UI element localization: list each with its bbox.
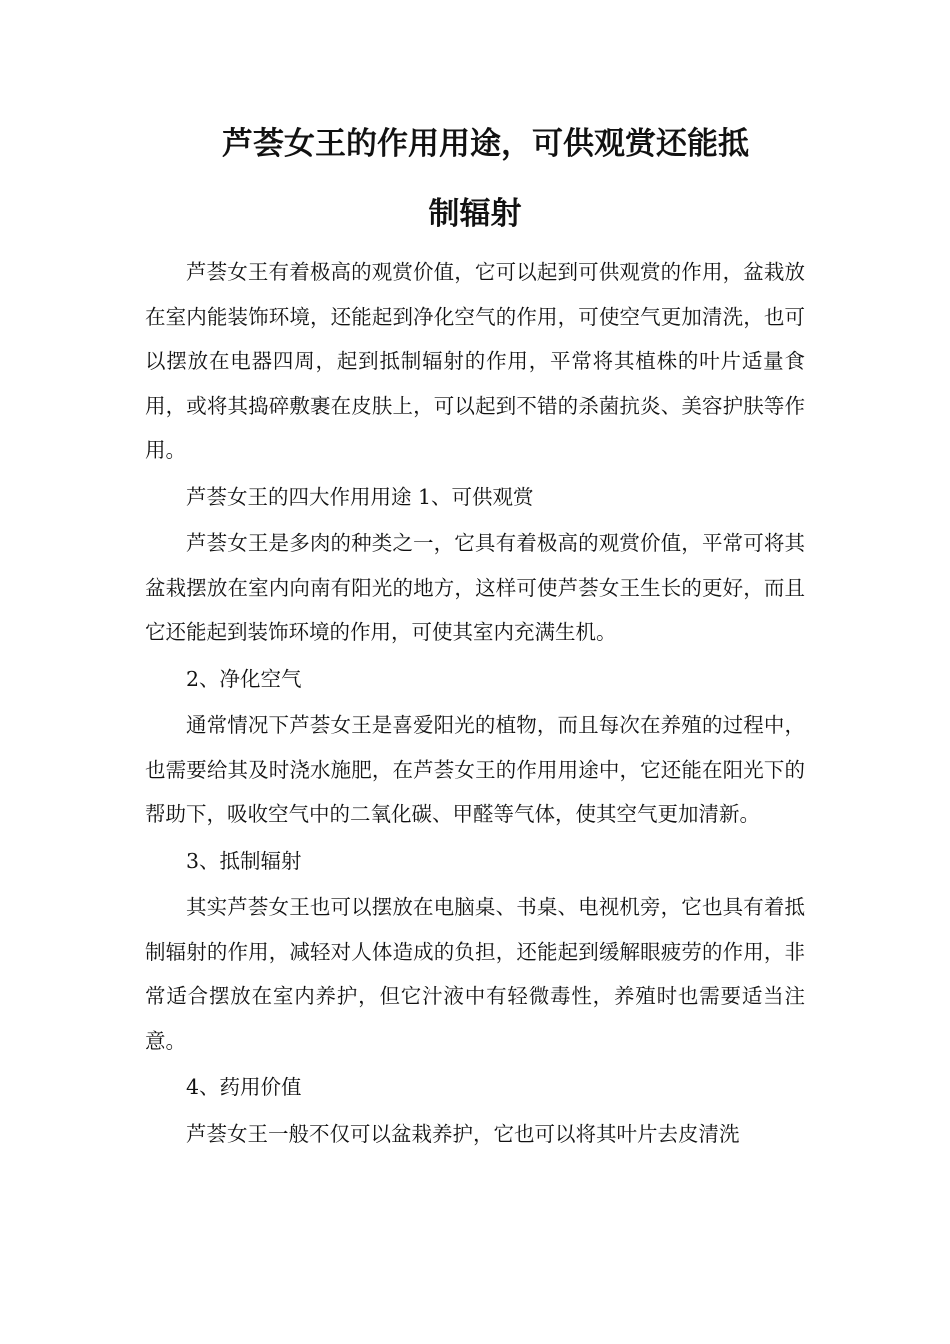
document-title-line-1: 芦荟女王的作用用途，可供观赏还能抵 [222, 126, 749, 162]
paragraph-air-purification: 通常情况下芦荟女王是喜爱阳光的植物，而且每次在养殖的过程中，也需要给其及时浇水施肥，在芦荟女王的作用用途中，它还能在阳光下的帮助下，吸收空气中的二氧化碳、甲醛等气体，使其空气更加清新。 [145, 713, 805, 826]
paragraph-radiation: 其实芦荟女王也可以摆放在电脑桌、书桌、电视机旁，它也具有着抵制辐射的作用，减轻对人体造成的负担，还能起到缓解眼疲劳的作用，非常适合摆放在室内养护，但它汁液中有轻微毒性，养殖时也需要适当注意。 [145, 895, 805, 1053]
section-heading-ornamental: 芦荟女王的四大作用用途 1、可供观赏 [186, 484, 534, 509]
paragraph-medicinal: 芦荟女王一般不仅可以盆栽养护，它也可以将其叶片去皮清洗 [186, 1121, 740, 1146]
paragraph-ornamental: 芦荟女王是多肉的种类之一，它具有着极高的观赏价值，平常可将其盆栽摆放在室内向南有阳光的地方，这样可使芦荟女王生长的更好，而且它还能起到装饰环境的作用，可使其室内充满生机。 [145, 531, 805, 644]
document-body [145, 250, 805, 1158]
paragraph-intro: 芦荟女王有着极高的观赏价值，它可以起到可供观赏的作用，盆栽放在室内能装饰环境，还能起到净化空气的作用，可使空气更加清洗，也可以摆放在电器四周，起到抵制辐射的作用，平常将其植株的叶片适量食用，或将其捣碎敷裹在皮肤上，可以起到不错的杀菌抗炎、美容护肤等作用。 [145, 260, 805, 462]
section-heading-radiation: 3、抵制辐射 [186, 848, 302, 873]
document-title-line-2: 制辐射 [428, 196, 522, 232]
section-heading-medicinal: 4、药用价值 [186, 1075, 302, 1099]
section-heading-air-purification: 2、净化空气 [186, 666, 302, 691]
